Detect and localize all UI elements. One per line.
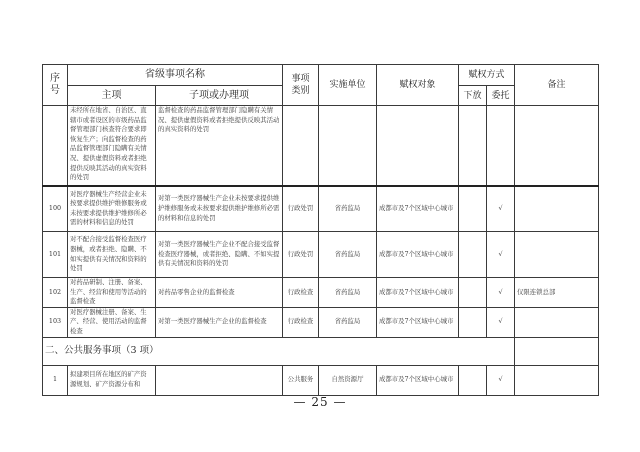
cell-item-type: 行政处罚 [283, 232, 319, 278]
cell-main-item: 对不配合接受监督检查医疗器械，或者拒绝、隐瞒、不如实提供有关情况和资料的处罚 [68, 232, 156, 278]
cell-empowered-object: 成都市及7个区域中心城市 [377, 232, 459, 278]
cell-empowered-object: 成都市及7个区域中心城市 [377, 186, 459, 232]
cell-remarks: 仅限连锁总部 [515, 278, 599, 308]
cell-empowered-object: 成都市及7个区域中心城市 [377, 307, 459, 337]
cell-implementing-unit: 省药监局 [319, 278, 377, 308]
cell-empowered-object [377, 106, 459, 186]
cell-implementing-unit: 自然资源厅 [319, 365, 377, 395]
cell-entrust: √ [487, 278, 515, 308]
cell-main-item: 对药品研制、注册、备案、生产、经营和使用等活动的监督检查 [68, 278, 156, 308]
header-entrust: 委托 [487, 86, 515, 106]
cell-implementing-unit: 省药监局 [319, 186, 377, 232]
page-number: — 25 — [293, 395, 347, 409]
cell-item-type [283, 106, 319, 186]
cell-seq: 100 [43, 186, 68, 232]
table-row [43, 278, 599, 308]
table-row [43, 232, 599, 278]
header-empowerment-method: 赋权方式 [459, 65, 515, 86]
cell-empowered-object: 成都市及7个区域中心城市 [377, 278, 459, 308]
empowerment-items-table [42, 64, 599, 396]
section-header-row [43, 337, 599, 365]
cell-sub-item [156, 365, 283, 395]
cell-sub-item: 对第一类医疗器械生产企业的监督检查 [156, 307, 283, 337]
header-delegate: 下放 [459, 86, 487, 106]
cell-seq [43, 106, 68, 186]
cell-seq: 101 [43, 232, 68, 278]
cell-main-item: 对医疗器械注册、备案、生产、经营、使用活动的监督检查 [68, 307, 156, 337]
header-empowered-object: 赋权对象 [377, 65, 459, 106]
header-provincial-item-name: 省级事项名称 [68, 65, 283, 86]
cell-item-type: 公共服务 [283, 365, 319, 395]
cell-sub-item: 对药品零售企业的监督检查 [156, 278, 283, 308]
header-main-item: 主项 [68, 86, 156, 106]
cell-delegate [459, 278, 487, 308]
cell-remarks [515, 186, 599, 232]
header-item-type: 事项类别 [283, 65, 319, 106]
cell-implementing-unit: 省药监局 [319, 307, 377, 337]
cell-item-type: 行政检查 [283, 307, 319, 337]
table-row [43, 365, 599, 395]
cell-sub-item: 对第一类医疗器械生产企业不配合接受监督检查医疗器械，或者拒绝、隐瞒、不如实提供有关情况和资料的处罚 [156, 232, 283, 278]
table-row [43, 307, 599, 337]
header-sub-item: 子项或办理项 [156, 86, 283, 106]
table-row [43, 186, 599, 232]
cell-delegate [459, 232, 487, 278]
header-remarks: 备注 [515, 65, 599, 106]
cell-entrust: √ [487, 232, 515, 278]
cell-main-item: 对医疗器械生产经营企业未按要求提供维护维修服务或未按要求提供维护维修所必需的材料和信息的处罚 [68, 186, 156, 232]
cell-seq: 103 [43, 307, 68, 337]
cell-entrust: √ [487, 307, 515, 337]
cell-implementing-unit [319, 106, 377, 186]
cell-main-item: 未经所在地省、自治区、直辖市或者设区的市级药品监督管理部门核查符合要求即恢复生产；向监督检查的药品监督管理部门隐瞒有关情况、提供虚假资料或者拒绝提供反映其活动的真实资料的处罚 [68, 106, 156, 186]
cell-delegate [459, 106, 487, 186]
cell-sub-item: 监督检查的药品监督管理部门隐瞒有关情况、提供虚假资料或者拒绝提供反映其活动的真实资料的处罚 [156, 106, 283, 186]
cell-item-type: 行政处罚 [283, 186, 319, 232]
cell-seq: 1 [43, 365, 68, 395]
cell-entrust [487, 106, 515, 186]
cell-remarks [515, 307, 599, 337]
section-remarks-cell [515, 337, 599, 365]
cell-remarks [515, 232, 599, 278]
cell-empowered-object: 成都市及7个区域中心城市 [377, 365, 459, 395]
section-title: 二、公共服务事项（3 项） [43, 337, 515, 365]
header-seq: 序号 [43, 65, 68, 106]
cell-entrust: √ [487, 186, 515, 232]
cell-remarks [515, 365, 599, 395]
cell-delegate [459, 365, 487, 395]
cell-delegate [459, 186, 487, 232]
cell-main-item: 拟建项目所在地区的矿产资源规划、矿产资源分布和 [68, 365, 156, 395]
cell-implementing-unit: 省药监局 [319, 232, 377, 278]
cell-seq: 102 [43, 278, 68, 308]
cell-entrust: √ [487, 365, 515, 395]
cell-sub-item: 对第一类医疗器械生产企业未按要求提供维护维修服务或未按要求提供维护维修所必需的材料和信息的处罚 [156, 186, 283, 232]
cell-item-type: 行政检查 [283, 278, 319, 308]
cell-delegate [459, 307, 487, 337]
table-row [43, 106, 599, 186]
cell-remarks [515, 106, 599, 186]
header-implementing-unit: 实施单位 [319, 65, 377, 106]
